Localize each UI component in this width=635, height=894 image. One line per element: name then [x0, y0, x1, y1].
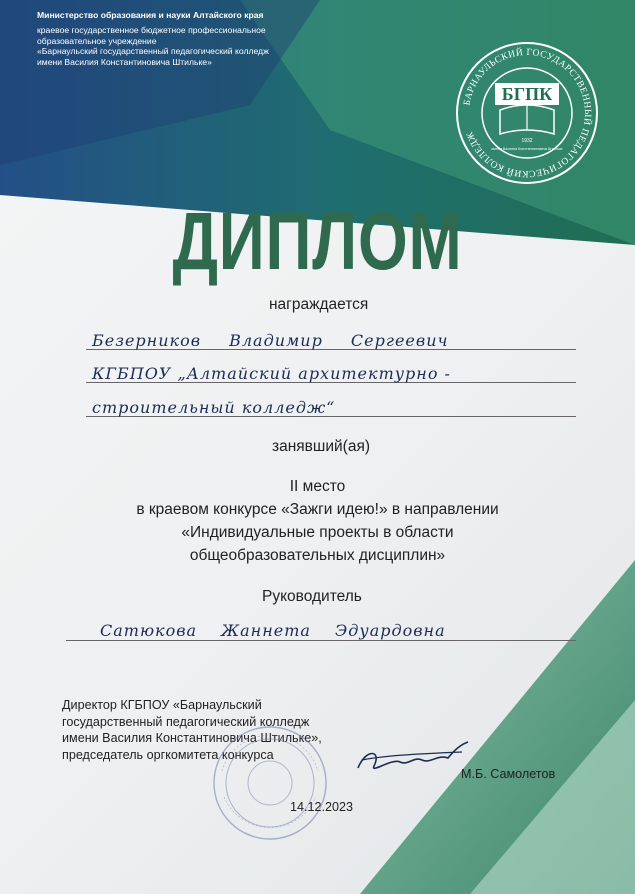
contest-line3: общеобразовательных дисциплин» — [189, 547, 446, 564]
issuer-header — [37, 10, 337, 67]
org-text-line: образовательное учреждение — [37, 35, 157, 46]
issue-date: 14.12.2023 — [290, 800, 354, 814]
org-text-line: имени Василия Константиновича Штильке» — [37, 56, 212, 67]
supervisor-label: Руководитель — [262, 588, 362, 605]
seal-stamp — [210, 723, 330, 843]
place-text: II место — [289, 478, 346, 495]
director-line: Директор КГБПОУ «Барнаульский — [62, 698, 262, 712]
org-text-line: краевое государственное бюджетное профессиональное — [37, 25, 266, 36]
awarded-label: награждается — [269, 296, 369, 313]
director-line: председатель оргкомитета конкурса — [62, 747, 274, 762]
logo-year: 1932 — [521, 138, 533, 144]
recipient-org-line1: КГБПОУ „Алтайский архитектурно - — [92, 364, 451, 383]
contest-line1: в краевом конкурсе «Зажги идею!» в направлении — [136, 501, 499, 518]
ministry-text: Министерство образования и науки Алтайского края — [37, 10, 264, 20]
logo-ring-text: БАРНАУЛЬСКИЙ ГОСУДАРСТВЕННЫЙ ПЕДАГОГИЧЕСКИЙ КОЛЛЕДЖ — [462, 47, 593, 179]
logo-abbr: БГПК — [501, 84, 553, 104]
fill-line — [66, 640, 576, 641]
college-logo — [452, 38, 602, 188]
director-signature — [352, 738, 472, 778]
org-text-line: «Барнаульский государственный педагогический колледж — [37, 46, 269, 57]
recipient-name: Безерников Владимир Сергеевич — [92, 331, 449, 350]
director-name: М.Б. Самолетов — [461, 767, 556, 781]
recipient-org-line2: строительный колледж“ — [92, 398, 336, 417]
director-line: имени Василия Константиновича Штильке», — [62, 731, 322, 745]
contest-line2: «Индивидуальные проекты в области — [181, 524, 454, 541]
supervisor-name: Сатюкова Жаннета Эдуардовна — [100, 621, 446, 640]
director-line: государственный педагогический колледж — [62, 714, 310, 729]
logo-small-text: имени Василия Константиновича Штильке — [491, 147, 563, 151]
took-label: занявший(ая) — [272, 438, 371, 455]
document-title: ДИПЛОМ — [172, 196, 463, 287]
